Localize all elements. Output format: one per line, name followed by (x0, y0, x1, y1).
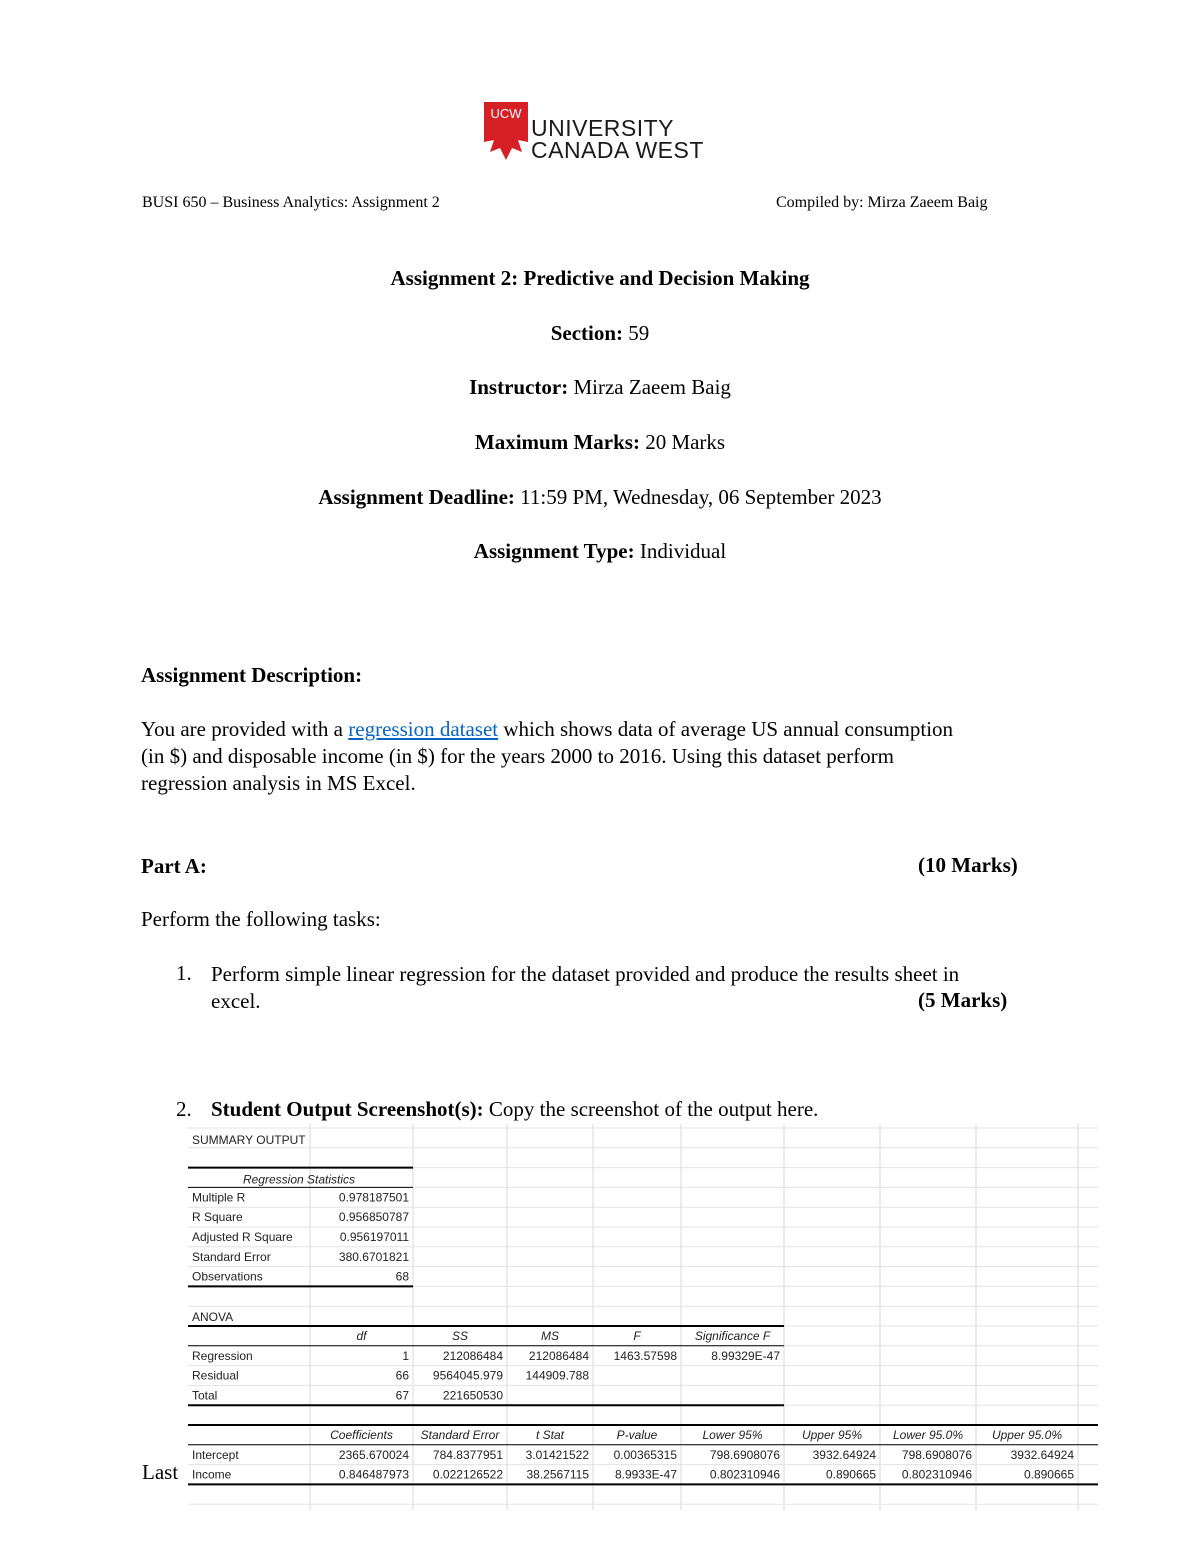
coef-cell: 38.2567115 (526, 1467, 589, 1482)
reg-stat-label: R Square (192, 1210, 243, 1225)
compiled-by-header: Compiled by: Mirza Zaeem Baig (776, 194, 988, 211)
coef-row-label: Income (192, 1467, 232, 1482)
coef-cell: 3.01421522 (525, 1447, 589, 1462)
logo-university-text: UNIVERSITY (531, 115, 675, 141)
coef-cell: 3932.64924 (1010, 1447, 1074, 1462)
reg-stat-label: Adjusted R Square (192, 1230, 293, 1244)
coef-header: t Stat (535, 1428, 565, 1442)
part-a-marks: (10 Marks) (918, 853, 1018, 877)
coef-cell: 798.6908076 (901, 1447, 972, 1462)
anova-cell: 212086484 (442, 1348, 503, 1363)
coef-cell: 8.9933E-47 (614, 1467, 677, 1482)
coef-header: Upper 95% (801, 1428, 863, 1442)
ucw-maple-badge-icon (484, 102, 528, 160)
coef-header: Coefficients (330, 1428, 393, 1442)
coef-cell: 2365.670024 (338, 1447, 409, 1462)
anova-header: df (356, 1329, 367, 1343)
coef-cell: 0.00365315 (613, 1447, 677, 1462)
reg-stat-value: 380.6701821 (338, 1249, 409, 1264)
anova-cell: 1463.57598 (613, 1348, 677, 1363)
ucw-badge-text: UCW (490, 106, 522, 121)
reg-stat-label: Standard Error (192, 1249, 271, 1264)
coef-header: Lower 95% (702, 1428, 763, 1442)
anova-cell: 212086484 (528, 1348, 589, 1363)
reg-stat-value: 68 (395, 1269, 409, 1284)
anova-cell: 221650530 (442, 1388, 503, 1403)
coef-cell: 798.6908076 (709, 1447, 780, 1462)
course-header: BUSI 650 – Business Analytics: Assignment 2 (142, 194, 440, 211)
description-heading: Assignment Description: (141, 663, 363, 687)
deadline-field: Assignment Deadline: 11:59 PM, Wednesday, 06 September 2023 (318, 485, 882, 509)
anova-header: MS (541, 1329, 559, 1343)
anova-row-label: Residual (192, 1368, 239, 1383)
coef-cell: 0.802310946 (709, 1467, 780, 1482)
assignment-type-field: Assignment Type: Individual (473, 539, 727, 563)
footer-text: Last (142, 1460, 179, 1484)
logo-canada-west-text: CANADA WEST (531, 137, 704, 163)
instructor-field: Instructor: Mirza Zaeem Baig (469, 375, 731, 399)
part-a-heading: Part A: (141, 854, 207, 878)
reg-stat-value: 0.956197011 (339, 1230, 409, 1244)
anova-title: ANOVA (192, 1310, 234, 1325)
reg-stat-label: Multiple R (192, 1190, 246, 1205)
regression-dataset-link[interactable]: regression dataset (348, 717, 499, 741)
reg-stat-value: 0.956850787 (338, 1210, 409, 1225)
anova-cell: 66 (395, 1368, 409, 1383)
coef-header: P-value (616, 1428, 658, 1442)
coef-cell: 0.022126522 (432, 1467, 503, 1482)
coef-cell: 3932.64924 (812, 1447, 876, 1462)
coef-cell: 784.8377951 (432, 1447, 503, 1462)
assignment-title: Assignment 2: Predictive and Decision Making (390, 266, 810, 290)
coef-row-label: Intercept (192, 1447, 239, 1462)
reg-stat-label: Observations (192, 1269, 263, 1284)
excel-grid (188, 1124, 1098, 1510)
description-paragraph: You are provided with a regression dataset which shows data of average US annual consumption (in $) and disposable income (in $) for the years 2000 to 2016. Using this dataset perform regression analysis in MS Excel. (141, 717, 954, 795)
task-1-text: Perform simple linear regression for the dataset provided and produce the results sheet in excel. (211, 962, 960, 1013)
task-2-number: 2. (176, 1097, 192, 1121)
anova-row-label: Total (192, 1388, 218, 1403)
anova-cell: 9564045.979 (432, 1368, 503, 1383)
excel-output-screenshot (188, 1124, 1098, 1510)
anova-header: Significance F (694, 1329, 771, 1343)
section-field: Section: 59 (550, 321, 650, 345)
coef-cell: 0.802310946 (901, 1467, 972, 1482)
coef-header: Upper 95.0% (991, 1428, 1063, 1442)
coef-cell: 0.846487973 (338, 1467, 409, 1482)
anova-cell: 144909.788 (525, 1368, 589, 1383)
coef-header: Lower 95.0% (892, 1428, 964, 1442)
summary-output-title: SUMMARY OUTPUT (192, 1133, 306, 1147)
task-2-text: Student Output Screenshot(s): Copy the screenshot of the output here. (211, 1097, 819, 1121)
anova-row-label: Regression (192, 1348, 253, 1363)
anova-header: SS (451, 1329, 469, 1343)
reg-stats-title: Regression Statistics (242, 1172, 356, 1187)
anova-cell: 67 (395, 1388, 409, 1403)
max-marks-field: Maximum Marks: 20 Marks (474, 430, 726, 454)
part-a-intro: Perform the following tasks: (141, 907, 381, 931)
anova-cell: 1 (402, 1348, 409, 1363)
reg-stat-value: 0.978187501 (338, 1190, 409, 1205)
university-logo (484, 102, 724, 162)
coef-cell: 0.890665 (1023, 1467, 1074, 1482)
coef-header: Standard Error (420, 1428, 500, 1442)
anova-header: F (633, 1329, 641, 1343)
task-1-number: 1. (176, 961, 192, 985)
task-1-marks: (5 Marks) (918, 988, 1008, 1012)
coef-cell: 0.890665 (825, 1467, 876, 1482)
anova-cell: 8.99329E-47 (711, 1348, 780, 1363)
